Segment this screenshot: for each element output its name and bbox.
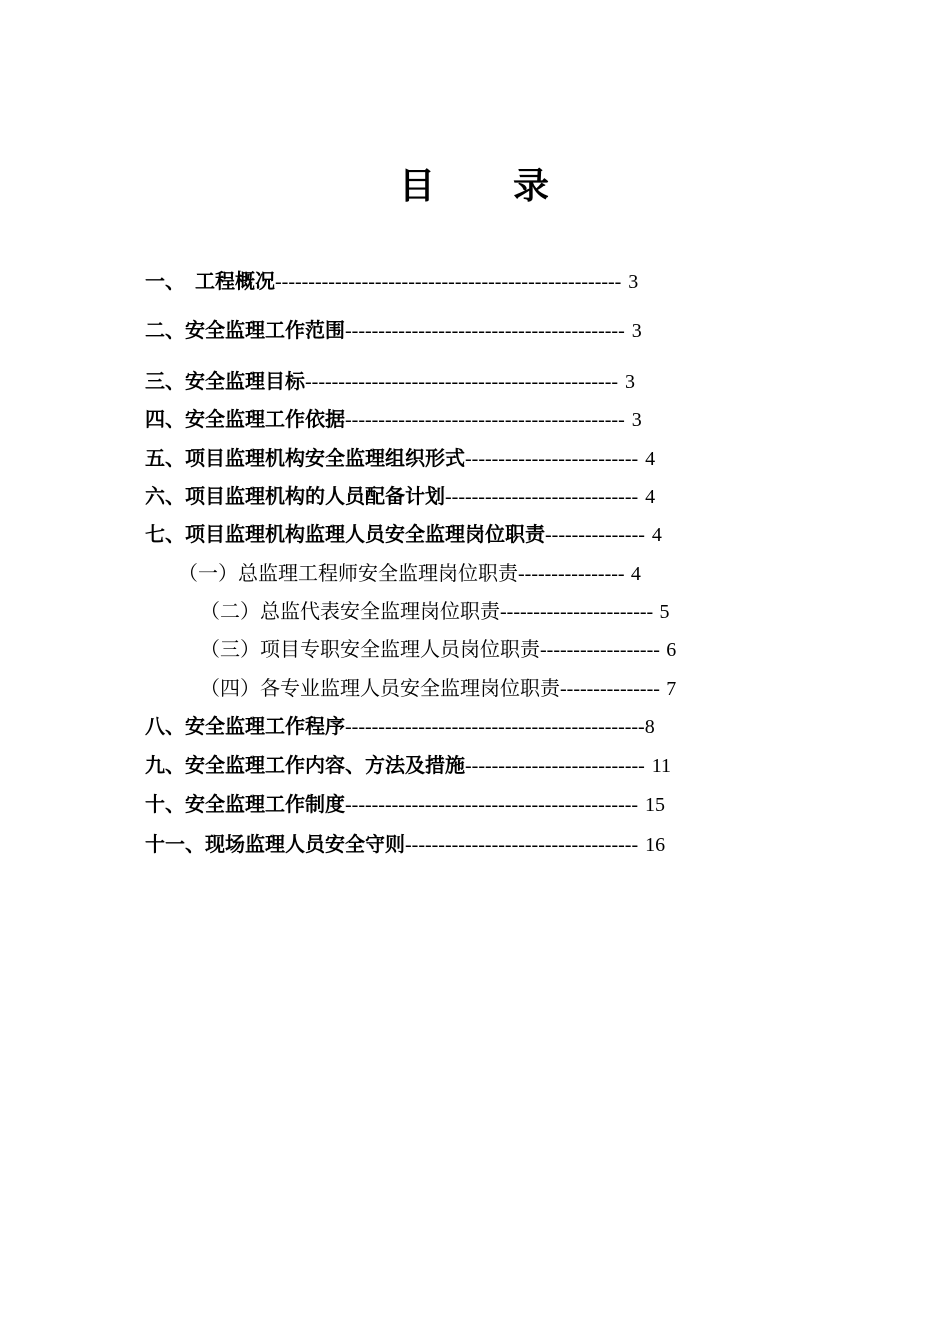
toc-entry-leader: --------------- (560, 678, 660, 700)
toc-entry-page: 4 (645, 486, 656, 508)
toc-title: 目 录 (398, 165, 551, 207)
toc-entry-11[interactable] (145, 831, 665, 858)
toc-entry-leader: ------------------ (540, 639, 660, 661)
toc-entry-label: 二、安全监理工作范围 (145, 318, 345, 342)
toc-entry-leader: ----------------------- (500, 601, 654, 623)
toc-entry-2[interactable] (145, 317, 642, 344)
toc-entry-label: （三）项目专职安全监理人员岗位职责 (200, 637, 540, 661)
toc-entry-leader: ----------------------------- (445, 486, 639, 508)
toc-entry-page: 4 (651, 524, 662, 546)
toc-entry-leader: --------------------------------------------- (345, 716, 645, 738)
toc-entry-label: 四、安全监理工作依据 (145, 407, 345, 431)
toc-entry-page: 15 (645, 794, 666, 816)
toc-entry-label: （一）总监理工程师安全监理岗位职责 (178, 561, 518, 585)
toc-entry-label: 五、项目监理机构安全监理组织形式 (145, 446, 465, 470)
toc-entry-page: 4 (630, 563, 641, 585)
toc-entry-leader: --------------------------- (465, 755, 645, 777)
toc-subentry-2[interactable] (200, 598, 670, 625)
toc-entry-page: 3 (631, 320, 642, 342)
toc-entry-leader: ------------------------------------------ (345, 409, 625, 431)
toc-entry-page: 5 (659, 601, 670, 623)
toc-entry-page: 6 (666, 639, 677, 661)
toc-entry-leader: ----------------------------------- (405, 834, 639, 856)
toc-entry-label: 七、项目监理机构监理人员安全监理岗位职责 (145, 522, 545, 546)
toc-entry-leader: ------------------------------------------ (345, 320, 625, 342)
toc-entry-page: 16 (645, 834, 666, 856)
toc-entry-leader: ---------------- (518, 563, 625, 585)
toc-entry-label: 十一、现场监理人员安全守则 (145, 832, 405, 856)
toc-entry-leader: -------------------------------------------- (345, 794, 639, 816)
toc-entry-label: 一、 工程概况 (145, 269, 275, 293)
toc-entry-4[interactable] (145, 406, 642, 433)
toc-entry-leader: -------------------------- (465, 448, 639, 470)
toc-entry-6[interactable] (145, 483, 655, 510)
toc-entry-page: 3 (625, 371, 635, 393)
toc-entry-5[interactable] (145, 445, 655, 472)
toc-entry-10[interactable] (145, 791, 665, 818)
toc-entry-label: 三、安全监理目标 (145, 369, 305, 393)
toc-entry-3[interactable] (145, 368, 635, 395)
toc-entry-leader: ---------------------------------------------------- (275, 271, 622, 293)
toc-entry-label: 六、项目监理机构的人员配备计划 (145, 484, 445, 508)
toc-subentry-1[interactable] (178, 560, 641, 587)
toc-entry-leader: --------------- (545, 524, 645, 546)
toc-entry-page: 8 (644, 716, 655, 738)
toc-entry-label: 十、安全监理工作制度 (145, 792, 345, 816)
toc-entry-label: （二）总监代表安全监理岗位职责 (200, 599, 500, 623)
toc-entry-7[interactable] (145, 521, 662, 548)
toc-entry-label: 九、安全监理工作内容、方法及措施 (145, 753, 465, 777)
toc-entry-label: （四）各专业监理人员安全监理岗位职责 (200, 676, 560, 700)
toc-entry-9[interactable] (145, 752, 671, 779)
toc-entry-8[interactable] (145, 713, 655, 740)
toc-entry-leader: ----------------------------------------------- (305, 371, 619, 393)
toc-subentry-4[interactable] (200, 675, 676, 702)
toc-entry-page: 11 (651, 755, 672, 777)
toc-entry-page: 3 (631, 409, 642, 431)
toc-subentry-3[interactable] (200, 636, 676, 663)
toc-entry-1[interactable] (145, 268, 638, 295)
toc-entry-page: 7 (666, 678, 677, 700)
toc-entry-label: 八、安全监理工作程序 (145, 714, 345, 738)
toc-entry-page: 4 (645, 448, 656, 470)
toc-entry-page: 3 (628, 271, 639, 293)
